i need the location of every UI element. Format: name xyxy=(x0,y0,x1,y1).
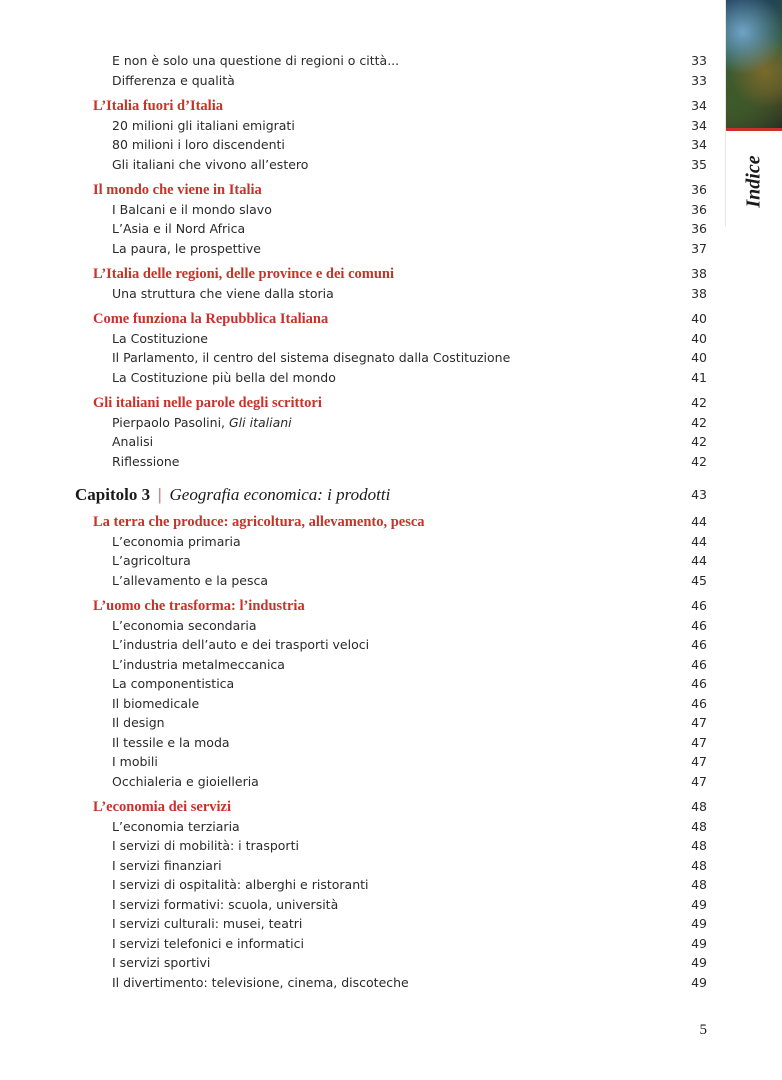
toc-entry-text: Una struttura che viene dalla storia xyxy=(112,285,334,301)
toc-entry-text: Gli italiani che vivono all’estero xyxy=(112,156,309,172)
toc-entry-title xyxy=(112,836,299,856)
toc-entry-text: Il divertimento: televisione, cinema, discoteche xyxy=(112,974,409,990)
toc-entry[interactable] xyxy=(0,635,782,655)
toc-page-number: 40 xyxy=(691,311,707,326)
toc-entry[interactable] xyxy=(0,155,782,175)
toc-page-number: 46 xyxy=(691,617,707,633)
toc-entry-text: I servizi formativi: scuola, università xyxy=(112,896,339,912)
toc-entry-text: La terra che produce: agricoltura, allevamento, pesca xyxy=(93,514,425,530)
toc-entry-title xyxy=(112,551,191,571)
toc-entry-title xyxy=(93,512,425,532)
toc-entry[interactable] xyxy=(0,51,782,71)
toc-entry-title xyxy=(112,413,292,433)
toc-entry-text: Differenza e qualità xyxy=(112,72,235,88)
toc-entry[interactable] xyxy=(0,219,782,239)
toc-page-number: 38 xyxy=(691,266,707,281)
toc-entry[interactable] xyxy=(0,752,782,772)
toc-entry-title xyxy=(112,914,302,934)
toc-entry-title xyxy=(112,772,259,792)
toc-page-number: 37 xyxy=(691,240,707,256)
toc-page-number: 44 xyxy=(691,533,707,549)
toc-entry[interactable] xyxy=(0,239,782,259)
toc-entry-title xyxy=(93,96,223,116)
toc-entry-text: Il tessile e la moda xyxy=(112,734,230,750)
toc-page-number: 47 xyxy=(691,754,707,769)
toc-page-number: 49 xyxy=(691,955,707,970)
toc-entry-title xyxy=(112,973,409,993)
toc-entry-title xyxy=(93,180,262,200)
toc-entry-text: I mobili xyxy=(112,754,158,769)
toc-section-heading[interactable] xyxy=(0,797,782,817)
toc-page-number: 42 xyxy=(691,453,707,469)
toc-entry-title xyxy=(93,309,328,329)
toc-entry-title xyxy=(112,200,272,220)
toc-entry[interactable] xyxy=(0,817,782,837)
toc-entry-text: L’economia secondaria xyxy=(112,617,257,633)
toc-entry-text: L’allevamento e la pesca xyxy=(112,572,269,588)
toc-entry[interactable] xyxy=(0,200,782,220)
toc-entry-text: I servizi culturali: musei, teatri xyxy=(112,916,303,931)
toc-entry-title xyxy=(112,674,234,694)
toc-page-number: 48 xyxy=(691,838,707,853)
toc-entry-title xyxy=(112,856,222,876)
toc-entry-italic-text: Gli italiani xyxy=(229,414,292,430)
toc-page-number: 47 xyxy=(691,734,707,750)
toc-entry-text: I servizi di ospitalità: alberghi e ristoranti xyxy=(112,877,369,892)
toc-entry[interactable] xyxy=(0,895,782,915)
toc-entry[interactable] xyxy=(0,135,782,155)
toc-entry[interactable] xyxy=(0,551,782,571)
chapter-separator: | xyxy=(158,485,162,504)
toc-entry-title xyxy=(112,284,334,304)
toc-entry-text: L’Italia fuori d’Italia xyxy=(93,98,223,114)
toc-page-number: 49 xyxy=(691,896,707,912)
toc-entry-text: La componentistica xyxy=(112,676,235,691)
toc-entry[interactable] xyxy=(0,973,782,993)
toc-entry-text: L’industria metalmeccanica xyxy=(112,656,285,672)
toc-page-number: 47 xyxy=(691,773,707,789)
side-tab-label: Indice xyxy=(742,154,765,208)
toc-entry-text: 80 milioni i loro discendenti xyxy=(112,137,285,152)
toc-entry-text: L’Italia delle regioni, delle province e dei comuni xyxy=(93,266,395,282)
toc-chapter-heading[interactable] xyxy=(0,485,782,505)
toc-entry[interactable] xyxy=(0,694,782,714)
toc-entry[interactable] xyxy=(0,772,782,792)
toc-entry[interactable] xyxy=(0,348,782,368)
toc-page-number: 49 xyxy=(691,935,707,951)
toc-entry[interactable] xyxy=(0,836,782,856)
toc-entry-text: Il mondo che viene in Italia xyxy=(93,182,262,198)
toc-page-number: 34 xyxy=(691,98,707,113)
toc-entry-text: Come funziona la Repubblica Italiana xyxy=(93,311,329,327)
toc-entry-title xyxy=(112,694,199,714)
toc-entry-text: Gli italiani nelle parole degli scrittori xyxy=(93,395,322,411)
toc-page-number: 33 xyxy=(691,53,707,68)
toc-entry-text: La paura, le prospettive xyxy=(112,240,261,256)
toc-entry-text: La Costituzione più bella del mondo xyxy=(112,369,336,385)
toc-entry-title xyxy=(75,485,390,505)
toc-page-number: 35 xyxy=(691,156,707,172)
toc-page-number: 42 xyxy=(691,434,707,449)
toc-entry-title xyxy=(112,155,308,175)
toc-entry-title xyxy=(112,895,338,915)
toc-section-heading[interactable] xyxy=(0,393,782,413)
toc-entry-title xyxy=(112,532,241,552)
toc-entry-title xyxy=(112,368,336,388)
toc-entry-text: I Balcani e il mondo slavo xyxy=(112,201,272,217)
toc-entry-title xyxy=(93,264,394,284)
toc-entry-title xyxy=(112,934,304,954)
toc-page-number: 49 xyxy=(691,974,707,990)
toc-entry-text: L’agricoltura xyxy=(112,553,191,568)
toc-page-number: 46 xyxy=(691,656,707,672)
toc-entry-title xyxy=(112,51,399,71)
chapter-number: Capitolo 3 xyxy=(75,485,151,504)
page-number: 5 xyxy=(699,1022,707,1038)
toc-entry-text: La Costituzione xyxy=(112,330,208,346)
toc-entry-title xyxy=(112,635,369,655)
toc-page-number: 43 xyxy=(691,487,707,502)
toc-entry-text: L’Asia e il Nord Africa xyxy=(112,221,246,236)
toc-page-number: 40 xyxy=(691,350,707,365)
toc-page-number: 49 xyxy=(691,916,707,931)
toc-entry[interactable] xyxy=(0,934,782,954)
toc-entry-text: L’economia terziaria xyxy=(112,818,240,834)
toc-entry[interactable] xyxy=(0,733,782,753)
toc-entry[interactable] xyxy=(0,329,782,349)
toc-page-number: 36 xyxy=(691,201,707,217)
toc-page-number: 47 xyxy=(691,715,707,730)
toc-entry[interactable] xyxy=(0,571,782,591)
chapter-subtitle: Geografia economica: i prodotti xyxy=(169,485,391,504)
toc-entry[interactable] xyxy=(0,71,782,91)
toc-page-number: 46 xyxy=(691,695,707,711)
toc-entry-text: Il design xyxy=(112,715,165,730)
toc-page-number: 46 xyxy=(691,598,707,613)
toc-entry-title xyxy=(112,752,158,772)
toc-section-heading[interactable] xyxy=(0,512,782,532)
toc-entry-title xyxy=(93,596,305,616)
toc-entry-text: L’economia primaria xyxy=(112,533,241,549)
toc-page-number: 45 xyxy=(691,572,707,588)
toc-entry-text: I servizi sportivi xyxy=(112,955,211,970)
toc-entry[interactable] xyxy=(0,914,782,934)
toc-section-heading[interactable] xyxy=(0,96,782,116)
toc-section-heading[interactable] xyxy=(0,264,782,284)
toc-page-number: 48 xyxy=(691,857,707,873)
toc-page-number: 34 xyxy=(691,117,707,133)
toc-entry[interactable] xyxy=(0,368,782,388)
toc-page-number: 44 xyxy=(691,553,707,568)
toc-entry[interactable] xyxy=(0,413,782,433)
toc-entry-title xyxy=(112,348,510,368)
toc-entry[interactable] xyxy=(0,875,782,895)
toc-page-number: 42 xyxy=(691,414,707,430)
toc-page-number: 34 xyxy=(691,137,707,152)
toc-entry-title xyxy=(112,875,369,895)
toc-entry-title xyxy=(112,432,153,452)
toc-page-number: 36 xyxy=(691,221,707,236)
toc-page-number: 40 xyxy=(691,330,707,346)
toc-page-number: 44 xyxy=(691,514,707,529)
toc-entry-title xyxy=(112,616,257,636)
toc-page-number: 46 xyxy=(691,676,707,691)
toc-entry-title xyxy=(112,219,245,239)
toc-entry[interactable] xyxy=(0,432,782,452)
toc-entry[interactable] xyxy=(0,856,782,876)
toc-entry-title xyxy=(112,71,235,91)
toc-entry-text: Occhialeria e gioielleria xyxy=(112,773,259,789)
toc-entry[interactable] xyxy=(0,532,782,552)
toc-section-heading[interactable] xyxy=(0,596,782,616)
toc-entry-title xyxy=(112,713,165,733)
toc-entry-title xyxy=(112,329,208,349)
toc-entry-text: I servizi di mobilità: i trasporti xyxy=(112,838,299,853)
toc-entry-title xyxy=(112,239,261,259)
toc-entry-title xyxy=(112,655,285,675)
toc-entry-text: L’uomo che trasforma: l’industria xyxy=(93,598,305,614)
toc-entry[interactable] xyxy=(0,655,782,675)
toc-entry-text: L’economia dei servizi xyxy=(93,799,231,815)
toc-entry[interactable] xyxy=(0,116,782,136)
toc-entry-title xyxy=(112,817,240,837)
toc-entry-text: I servizi telefonici e informatici xyxy=(112,935,304,951)
toc-entry-text: E non è solo una questione di regioni o città... xyxy=(112,53,400,68)
toc-page-number: 48 xyxy=(691,818,707,834)
toc-entry[interactable] xyxy=(0,284,782,304)
toc-entry[interactable] xyxy=(0,674,782,694)
toc-entry-text: Il Parlamento, il centro del sistema disegnato dalla Costituzione xyxy=(112,350,511,365)
toc-entry-title xyxy=(112,733,230,753)
toc-entry-text: L’industria dell’auto e dei trasporti veloci xyxy=(112,637,370,652)
toc-entry-title xyxy=(112,116,295,136)
toc-entry[interactable] xyxy=(0,713,782,733)
toc-section-heading[interactable] xyxy=(0,309,782,329)
toc-entry-title xyxy=(93,797,231,817)
toc-page-number: 42 xyxy=(691,395,707,410)
toc-entry-title xyxy=(93,393,322,413)
toc-page-number: 33 xyxy=(691,72,707,88)
toc-entry-title xyxy=(112,452,179,472)
toc-page-number: 48 xyxy=(691,799,707,814)
toc-entry-text: Pierpaolo Pasolini, xyxy=(112,414,229,430)
toc-entry-text: 20 milioni gli italiani emigrati xyxy=(112,117,295,133)
toc-entry-text: Riflessione xyxy=(112,453,180,469)
toc-page-number: 41 xyxy=(691,369,707,385)
toc-page-number: 36 xyxy=(691,182,707,197)
toc-entry-title xyxy=(112,135,285,155)
toc-page-number: 48 xyxy=(691,877,707,892)
toc-entry[interactable] xyxy=(0,616,782,636)
toc-entry[interactable] xyxy=(0,452,782,472)
toc-entry-text: Analisi xyxy=(112,434,154,449)
toc-entry-title xyxy=(112,571,268,591)
toc-section-heading[interactable] xyxy=(0,180,782,200)
toc-page-number: 38 xyxy=(691,285,707,301)
toc-page-number: 46 xyxy=(691,637,707,652)
toc-entry-text: Il biomedicale xyxy=(112,695,200,711)
toc-entry[interactable] xyxy=(0,953,782,973)
toc-entry-title xyxy=(112,953,210,973)
toc-entry-text: I servizi finanziari xyxy=(112,857,222,873)
